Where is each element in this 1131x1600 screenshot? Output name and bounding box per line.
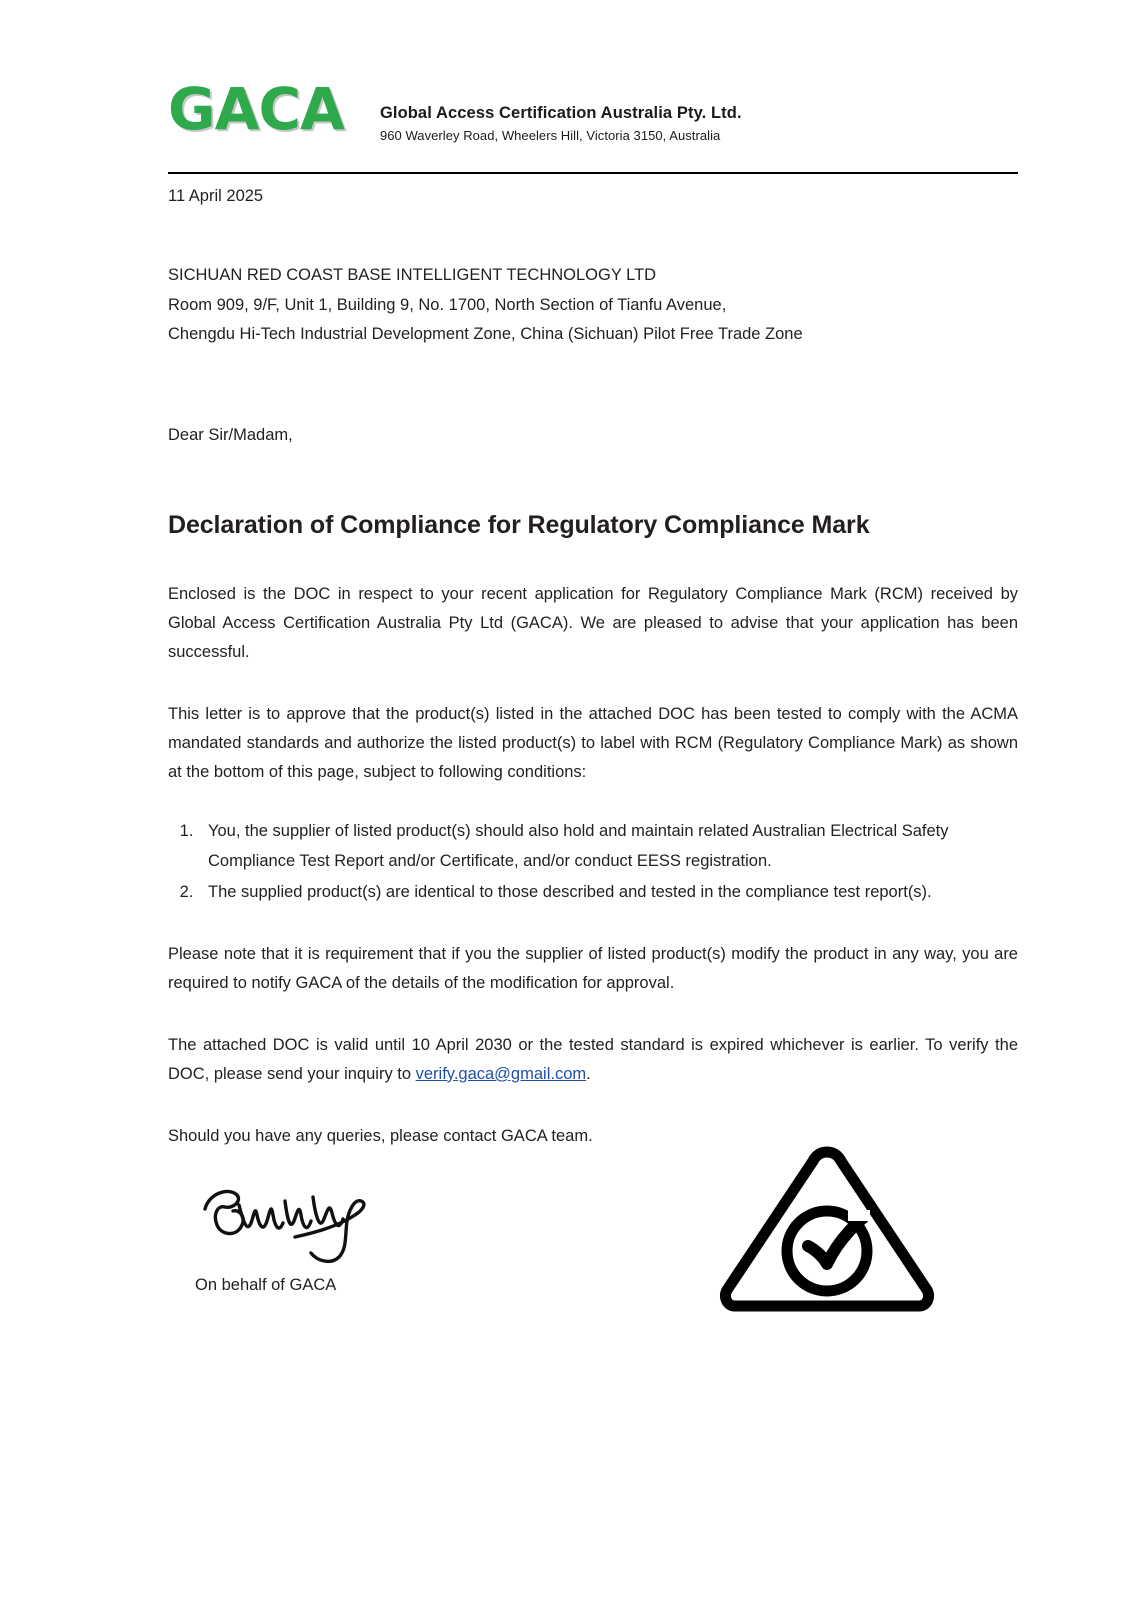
paragraph-4	[168, 1031, 1018, 1089]
paragraph-4-suffix: .	[586, 1064, 591, 1083]
letterhead	[168, 75, 1018, 143]
gaca-logo: GACA	[168, 75, 344, 143]
list-item: 2. The supplied product(s) are identical to those described and tested in the compliance test report(s).	[198, 878, 1018, 907]
rcm-mark-icon	[712, 1140, 942, 1315]
company-identity	[380, 78, 742, 143]
conditions-list	[168, 817, 1018, 906]
addressee-line: SICHUAN RED COAST BASE INTELLIGENT TECHNOLOGY LTD	[168, 266, 657, 285]
signature-caption: On behalf of GACA	[195, 1276, 337, 1294]
salutation: Dear Sir/Madam,	[168, 426, 293, 445]
paragraph-1: Enclosed is the DOC in respect to your recent application for Regulatory Compliance Mark (RCM) received by Global Access Certification Australia Pty Ltd (GACA). We are pleased to advise that your application has been successful.	[168, 585, 1018, 662]
addressee-block	[168, 261, 1018, 349]
verify-email-link[interactable]: verify.gaca@gmail.com	[415, 1064, 587, 1083]
validity-text: The attached DOC is valid until 10 April 2030 or the tested standard is expired whichever is earlier. To verify the DOC, please send your inquiry to	[168, 1035, 1018, 1083]
header-divider	[168, 172, 1018, 174]
paragraph-2: This letter is to approve that the product(s) listed in the attached DOC has been tested to comply with the ACMA mandated standards and authorize the listed product(s) to label with RCM (Regulatory Compliance Mark) as shown at the bottom of this page, subject to following conditions:	[168, 705, 1018, 782]
letter-body	[168, 182, 1018, 1151]
letter-date: 11 April 2025	[168, 187, 264, 205]
company-address: 960 Waverley Road, Wheelers Hill, Victoria 3150, Australia	[379, 128, 721, 143]
addressee-line: Chengdu Hi-Tech Industrial Development Zone, China (Sichuan) Pilot Free Trade Zone	[168, 325, 803, 344]
list-item: 1. You, the supplier of listed product(s) should also hold and maintain related Australian Electrical Safety Compliance Test Report and/or Certificate, and/or conduct EESS registration.	[198, 817, 1018, 875]
paragraph-5: Should you have any queries, please contact GACA team.	[168, 1126, 593, 1145]
rcm-triangle-tick-icon	[712, 1140, 942, 1315]
company-name: Global Access Certification Australia Pty. Ltd.	[379, 104, 742, 122]
handwritten-signature	[195, 1175, 395, 1270]
signature-block	[195, 1175, 615, 1295]
paragraph-3: Please note that it is requirement that if you the supplier of listed product(s) modify the product in any way, you are required to notify GACA of the details of the modification for approval.	[168, 944, 1018, 992]
addressee-line: Room 909, 9/F, Unit 1, Building 9, No. 1700, North Section of Tianfu Avenue,	[168, 295, 727, 314]
page-title: Declaration of Compliance for Regulatory Compliance Mark	[168, 510, 870, 539]
